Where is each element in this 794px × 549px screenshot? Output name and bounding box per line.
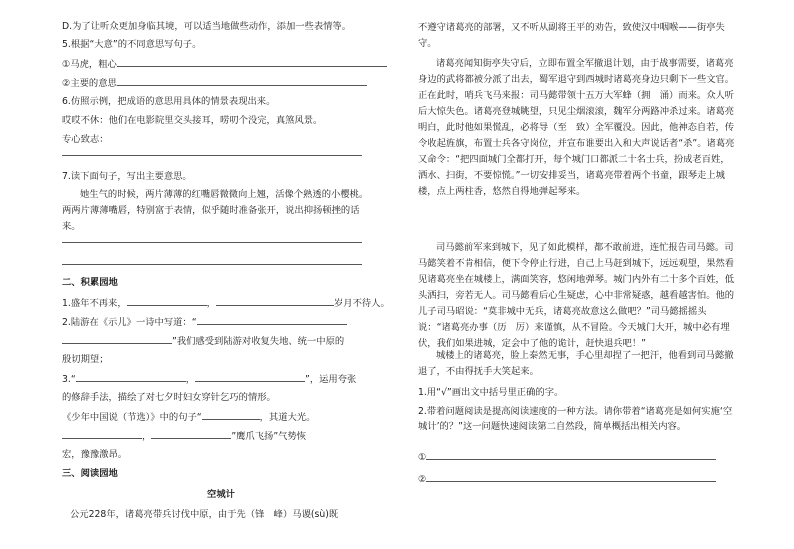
answer-blank[interactable] xyxy=(117,76,367,86)
accumulation-question-4: 《少年中国说（节选）》中的句子“ ，其道大光。 xyxy=(62,412,316,423)
accumulation-question-1: 1.盛年不再来， ， 岁月不待人。 xyxy=(62,298,390,309)
story-title: 空城计 xyxy=(207,489,235,500)
answer-blank[interactable] xyxy=(195,372,305,382)
answer-blank[interactable] xyxy=(117,57,387,67)
answer-line[interactable] xyxy=(62,242,362,243)
answer-blank[interactable] xyxy=(216,296,334,306)
option-d-text: D.为了让听众更加身临其境，可以适当地做些动作，添加一些表情等。 xyxy=(62,21,352,32)
question-7: 7.读下面句子，写出主要意思。 xyxy=(62,171,192,182)
story-paragraph-1: 不遵守诸葛亮的部署，又不听从副将王平的劝告，致使汉中咽喉——街亭失守。 xyxy=(418,22,725,49)
answer-blank[interactable] xyxy=(151,429,231,439)
answer-blank[interactable] xyxy=(127,296,207,306)
story-paragraph-4: 城楼上的诸葛亮，脸上泰然无事，手心里却捏了一把汗，他看到司马懿撤退了，不由得抚手大笑起来。 xyxy=(418,350,734,377)
accumulation-question-3: 3.“ ， ”，运用夸张 xyxy=(62,374,357,385)
accumulation-question-2-cont: ”我们感受到陆游对收复失地、统一中原的 xyxy=(62,334,344,349)
reading-question-2-answer-1: ① xyxy=(418,450,716,465)
answer-line[interactable] xyxy=(62,264,362,265)
question-6-example: 哎哎不休：他们在电影院里交头接耳，唠叨个没完，真煞风景。 xyxy=(62,115,323,126)
question-7-passage: 她生气的时候，两片薄薄的红嘴唇微微向上翘，活像个熟透的小樱桃。两两片薄薄嘴唇，特别富于表情，似乎随时准备张开，说出抑扬顿挫的话来。 xyxy=(62,189,369,232)
answer-blank[interactable] xyxy=(62,429,142,439)
story-paragraph-2: 诸葛亮闻知街亭失守后，立即布置全军撤退计划，由于战事需要，诸葛亮身边的武将都被分派了出去，蜀军退守到西城时诸葛亮身边只剩下一些文官。正在此时，哨兵飞马来报：司马懿带领十五万大军蜂（拥 涌）而来。众人听后大惊失色。诸葛亮登城眺望，只见尘烟滚滚，魏军分两路冲杀过来。诸葛亮明白，此时他如果慌乱，必将导（至 致）全军覆没。因此，他神态自若，传令收起旌旗，布置士兵各守岗位，并宣布谁要出入和大声说话者“杀”。诸葛亮又命令：“把四面城门全都打开，每个城门口都派二十名士兵，扮成老百姓，洒水、扫街，不要惊慌。”一切安排妥当，诸葛亮带着两个书童，跟琴走上城楼，点上两柱香，悠然自得地弹起琴来。 xyxy=(418,58,735,197)
story-intro: 公元228年，诸葛亮带兵讨伐中原，由于先（锋 峰）马谡(sù)既 xyxy=(70,509,339,520)
reading-question-2-answer-2: ② xyxy=(418,472,716,487)
question-6-task: 专心致志： xyxy=(62,134,109,145)
question-5-item-2: ②主要的意思 xyxy=(62,76,367,91)
section-heading-accumulation: 二、积累园地 xyxy=(62,277,118,288)
accumulation-question-2-end: 殷切期望； xyxy=(62,354,109,365)
accumulation-question-3-cont: 的修辞手法，描绘了对七夕时妇女穿针乞巧的情形。 xyxy=(62,392,276,403)
accumulation-question-2: 2.陆游在《示儿》一诗中写道：“ xyxy=(62,315,347,330)
answer-blank[interactable] xyxy=(202,410,260,420)
reading-question-2: 2.带着问题阅读是提高阅读速度的一种方法。请你带着“诸葛亮是如何实施‘空城计’的？”这一问题快速阅读第二自然段，简单概括出相关内容。 xyxy=(418,406,733,432)
accumulation-question-4-end: 宏，豫豫激昂。 xyxy=(62,449,128,460)
section-heading-reading: 三、阅读园地 xyxy=(62,468,118,479)
answer-blank[interactable] xyxy=(426,472,716,482)
answer-blank[interactable] xyxy=(197,315,347,325)
question-5-item-1: ①马虎，粗心 xyxy=(62,57,387,72)
story-paragraph-3: 司马懿前军来到城下，见了如此模样，都不敢前进，连忙报告司马懿。司马懿笑着不肯相信，便下令停止行进，自己上马赶到城下，远远观望，果然看见诸葛亮坐在城楼上，满面笑容，悠闲地弹琴。城门内外有二十多个百姓，低头洒扫，旁若无人。司马懿看后心生疑虑，心中非常疑惑，越看越害怕。他的儿子司马昭说：“莫非城中无兵，诸葛亮故意这么做吧？”司马懿摇摇头说：“诸葛亮办事（历 厉）来谨慎，从不冒险。今天城门大开，城中必有埋伏，我们如果进城，定会中了他的诡计，赶快退兵吧！” xyxy=(418,242,735,349)
answer-blank[interactable] xyxy=(426,450,716,460)
accumulation-question-4-cont: ， ”鹰爪飞扬”气势恢 xyxy=(62,429,306,444)
question-5: 5.根据“大意”的不同意思写句子。 xyxy=(62,39,202,50)
reading-question-1: 1.用“√”画出文中括号里正确的字。 xyxy=(418,387,564,398)
answer-line[interactable] xyxy=(62,155,362,156)
answer-blank[interactable] xyxy=(76,372,186,382)
question-6: 6.仿照示例，把成语的意思用具体的情景表现出来。 xyxy=(62,96,276,107)
answer-blank[interactable] xyxy=(62,334,172,344)
